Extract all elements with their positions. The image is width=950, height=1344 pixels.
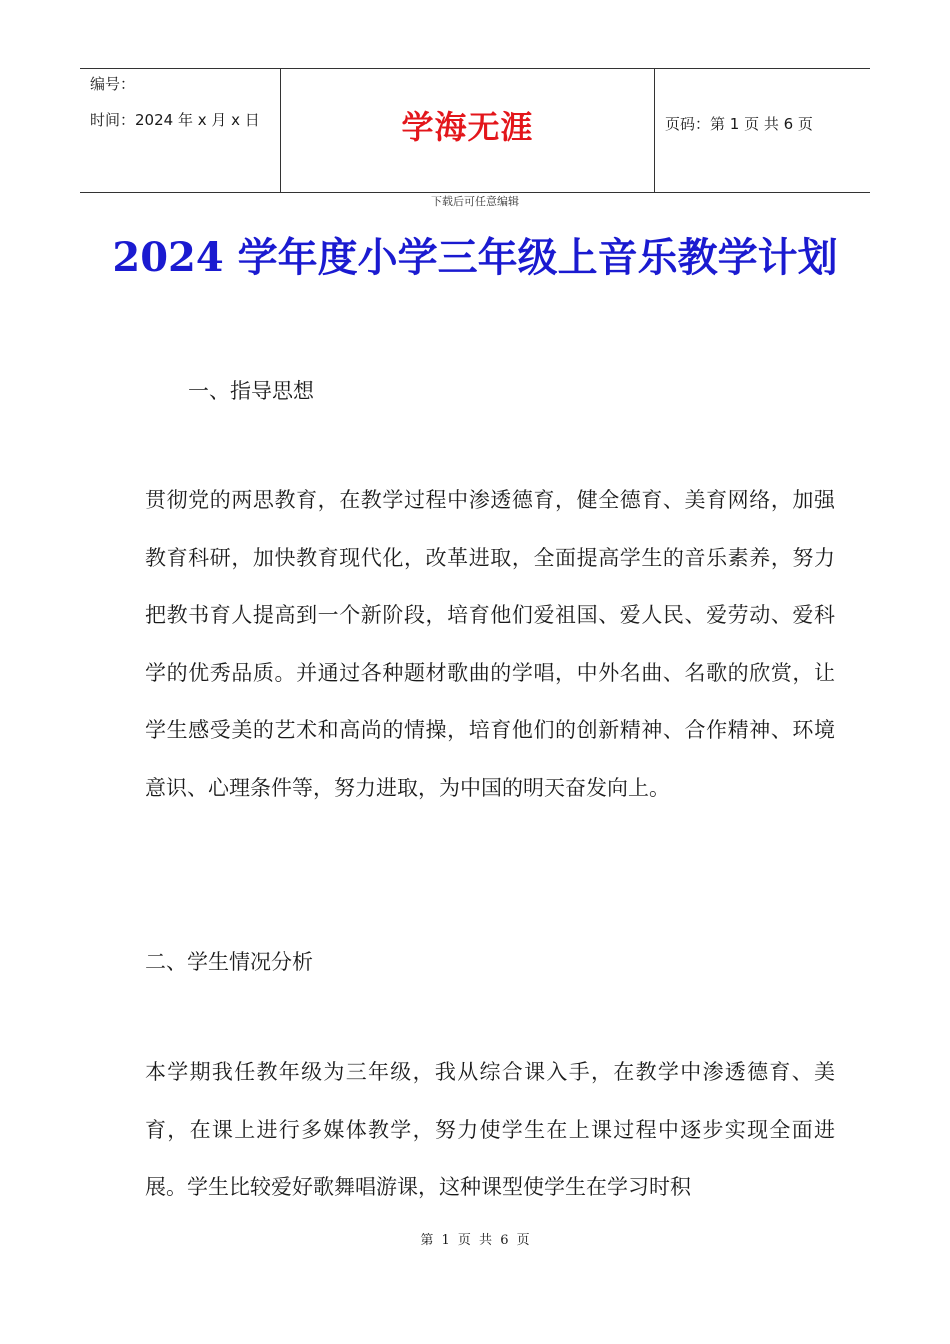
section-heading-1: 一、指导思想: [188, 379, 314, 403]
header-page-cell: [655, 69, 870, 192]
section-heading-2: 二、学生情况分析: [145, 950, 313, 974]
header-meta-cell: [80, 69, 281, 192]
header-table: [80, 68, 870, 193]
page-footer: 第 1 页 共 6 页: [420, 1233, 530, 1248]
serial-label: 编号：: [90, 75, 136, 93]
brand-title: 学海无涯: [401, 107, 534, 146]
time-label: 时间：2024 年 x 月 x 日: [90, 111, 260, 129]
header-brand-cell: [281, 69, 655, 192]
section-body-1: 贯彻党的两思教育，在教学过程中渗透德育，健全德育、美育网络，加强教育科研，加快教育现代化，改革进取，全面提高学生的音乐素养，努力把教书育人提高到一个新阶段，培育他们爱祖国、爱人民、爱劳动、爱科学的优秀品质。并通过各种题材歌曲的学唱，中外名曲、名歌的欣赏，让学生感受美的艺术和高尚的情操，培育他们的创新精神、合作精神、环境意识、心理条件等，努力进取，为中国的明天奋发向上。: [145, 488, 835, 800]
document-title: 2024 学年度小学三年级上音乐教学计划: [112, 234, 838, 281]
page-info: 页码：第 1 页 共 6 页: [665, 115, 813, 133]
section-body-2: 本学期我任教年级为三年级，我从综合课入手，在教学中渗透德育、美育，在课上进行多媒体教学，努力使学生在上课过程中逐步实现全面进展。学生比较爱好歌舞唱游课，这种课型使学生在学习时积: [145, 1060, 835, 1199]
edit-note: 下载后可任意编辑: [431, 195, 519, 208]
